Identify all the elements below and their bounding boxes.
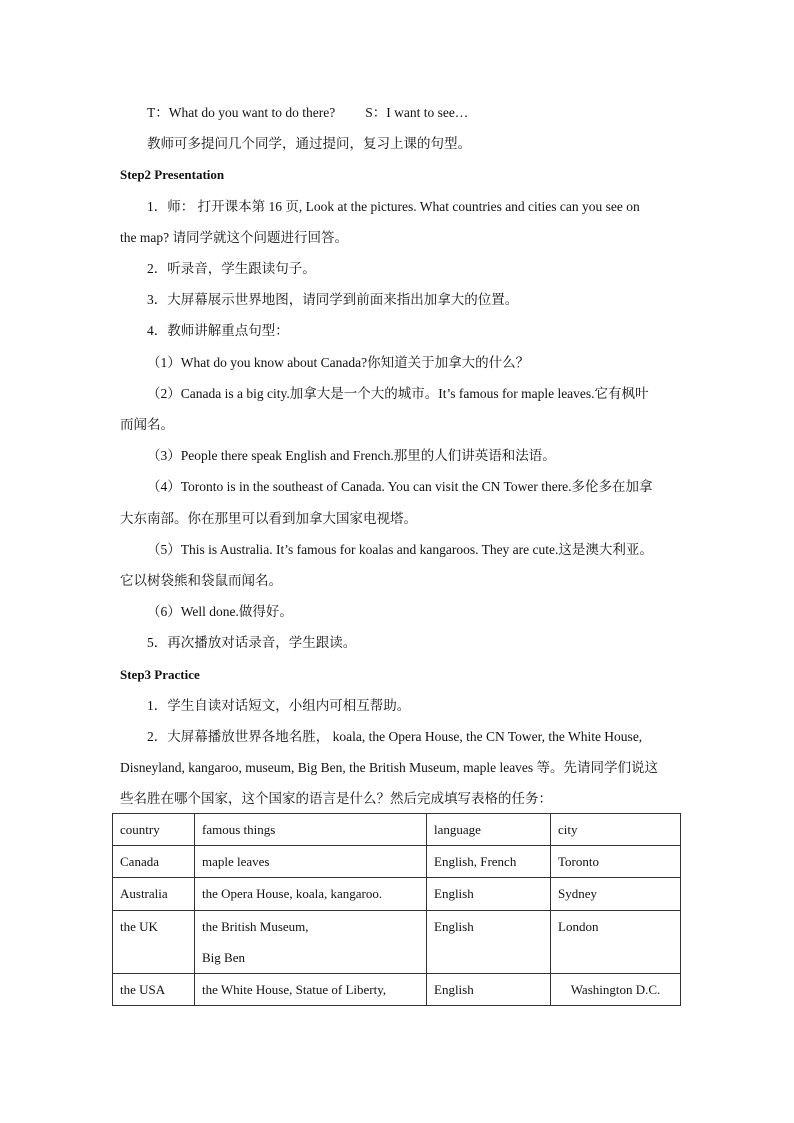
famous-thing-line: Big Ben	[202, 949, 245, 965]
table-row	[113, 910, 681, 973]
header-country: country	[113, 814, 195, 846]
step2-item3: 3．大屏幕展示世界地图，请同学到前面来指出加拿大的位置。	[147, 292, 519, 308]
cell-country: the USA	[113, 974, 195, 1006]
header-city: city	[551, 814, 681, 846]
cell-city: Toronto	[551, 846, 681, 878]
table-header-row	[113, 814, 681, 846]
cell-city: Washington D.C.	[551, 974, 681, 1006]
lesson-content	[120, 97, 682, 815]
table-row	[113, 846, 681, 878]
step2-heading: Step2 Presentation	[120, 167, 225, 183]
dialog-line	[120, 97, 682, 128]
step2-item4: 4．教师讲解重点句型：	[147, 323, 289, 339]
sentence-3: （3）People there speak English and French.那里的人们讲英语和法语。	[147, 448, 556, 464]
step3-item2-line1: 2．大屏幕播放世界各地名胜， koala, the Opera House, the CN Tower, the White House,	[147, 729, 643, 745]
step2-item2: 2．听录音，学生跟读句子。	[147, 261, 316, 277]
sentence-4-line2: 大东南部。你在那里可以看到加拿大国家电视塔。	[120, 510, 417, 526]
cell-country: the UK	[113, 910, 195, 973]
header-famous-things: famous things	[195, 814, 427, 846]
teacher-line: T：What do you want to do there?	[147, 105, 336, 120]
step2-item5: 5．再次播放对话录音，学生跟读。	[147, 635, 357, 651]
cell-country: Australia	[113, 878, 195, 910]
table-row	[113, 878, 681, 910]
cell-famous-things	[195, 910, 427, 973]
cell-language: English, French	[427, 846, 551, 878]
cell-famous-things: the Opera House, koala, kangaroo.	[195, 878, 427, 910]
sentence-4-line1: （4）Toronto is in the southeast of Canada. You can visit the CN Tower there.多伦多在加拿	[147, 479, 653, 495]
review-note: 教师可多提问几个同学，通过提问，复习上课的句型。	[147, 136, 471, 152]
cell-famous-things: maple leaves	[195, 846, 427, 878]
cell-city: London	[551, 910, 681, 973]
step2-item1-line1: 1．师： 打开课本第 16 页, Look at the pictures. What countries and cities can you see on	[147, 198, 640, 214]
step3-item2-line2: Disneyland, kangaroo, museum, Big Ben, the British Museum, maple leaves 等。先请同学们说这	[120, 760, 659, 776]
sentence-2-line1: （2）Canada is a big city.加拿大是一个大的城市。It’s famous for maple leaves.它有枫叶	[147, 385, 649, 401]
step3-item1: 1．学生自读对话短文，小组内可相互帮助。	[147, 697, 411, 713]
step3-heading: Step3 Practice	[120, 666, 200, 682]
sentence-1: （1）What do you know about Canada?你知道关于加拿大的什么？	[147, 354, 530, 370]
cell-language: English	[427, 974, 551, 1006]
cell-language: English	[427, 878, 551, 910]
sentence-5-line2: 它以树袋熊和袋鼠而闻名。	[120, 573, 282, 589]
cell-language: English	[427, 910, 551, 973]
table-row	[113, 974, 681, 1006]
header-language: language	[427, 814, 551, 846]
famous-thing-line: the British Museum,	[202, 918, 309, 934]
sentence-5-line1: （5）This is Australia. It’s famous for koalas and kangaroos. They are cute.这是澳大利亚。	[147, 541, 653, 557]
sentence-2-line2: 而闻名。	[120, 417, 174, 433]
cell-famous-things: the White House, Statue of Liberty,	[195, 974, 427, 1006]
cell-city: Sydney	[551, 878, 681, 910]
country-table	[112, 813, 681, 1006]
student-line: S：I want to see…	[365, 105, 469, 120]
sentence-6: （6）Well done.做得好。	[147, 604, 293, 620]
step2-item1-line2: the map? 请同学就这个问题进行回答。	[120, 229, 348, 245]
cell-country: Canada	[113, 846, 195, 878]
step3-item2-line3: 些名胜在哪个国家，这个国家的语言是什么？然后完成填写表格的任务：	[120, 791, 552, 807]
